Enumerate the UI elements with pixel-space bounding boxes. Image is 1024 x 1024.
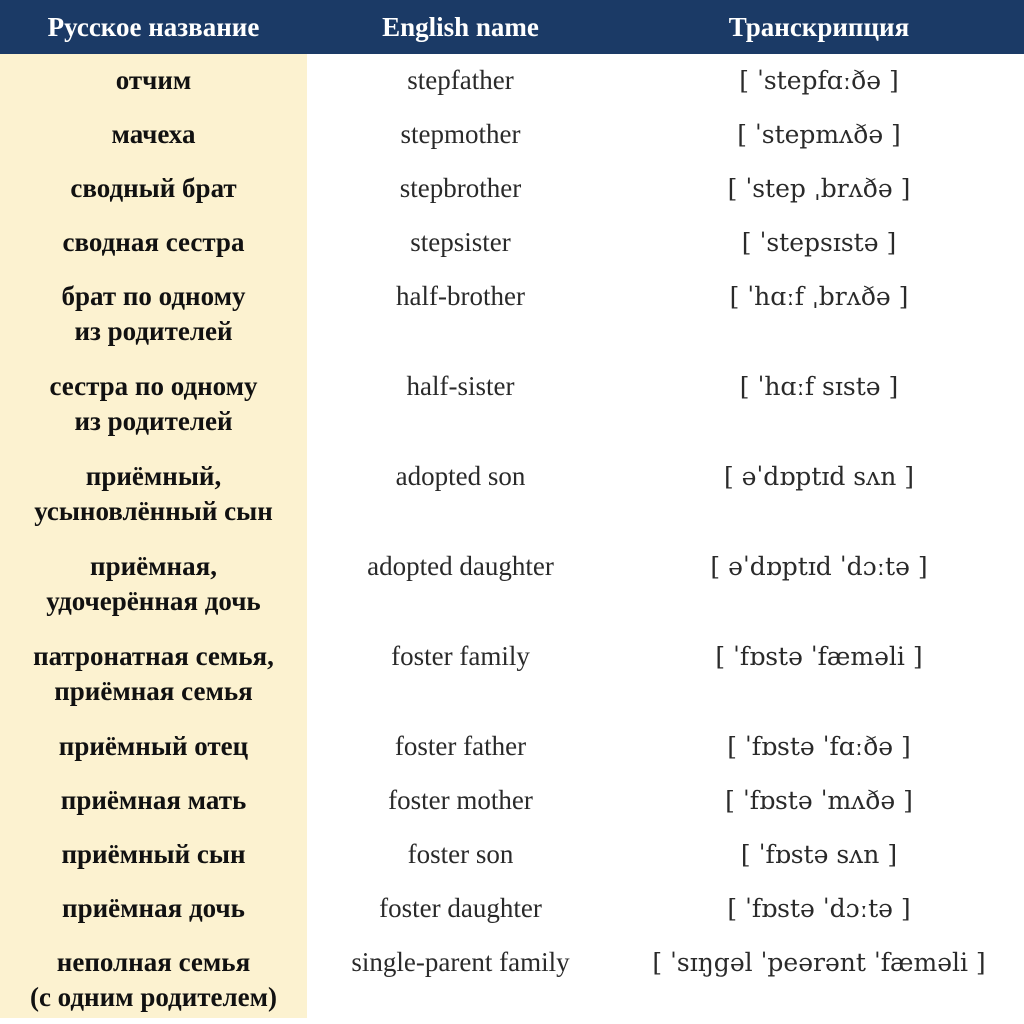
row-14-transcription: [ ˈsɪŋgəl ˈpeərənt ˈfæməli ] xyxy=(614,936,1024,1018)
row-6-transcription: [ ˈhɑːf sɪstə ] xyxy=(614,360,1024,450)
header-english-name: English name xyxy=(307,0,614,54)
row-11-russian: приёмная мать xyxy=(0,774,307,828)
row-4-english: stepsister xyxy=(307,216,614,270)
row-12-transcription: [ ˈfɒstə sʌn ] xyxy=(614,828,1024,882)
row-13-transcription: [ ˈfɒstə ˈdɔːtə ] xyxy=(614,882,1024,936)
row-1-english: stepfather xyxy=(307,54,614,108)
row-7-english: adopted son xyxy=(307,450,614,540)
row-11-english: foster mother xyxy=(307,774,614,828)
row-2-transcription: [ ˈstepmʌðə ] xyxy=(614,108,1024,162)
row-4-transcription: [ ˈstepsɪstə ] xyxy=(614,216,1024,270)
row-1-transcription: [ ˈstepfɑːðə ] xyxy=(614,54,1024,108)
row-6-english: half-sister xyxy=(307,360,614,450)
row-3-transcription: [ ˈstep ˌbrʌðə ] xyxy=(614,162,1024,216)
row-8-transcription: [ əˈdɒptɪd ˈdɔːtə ] xyxy=(614,540,1024,630)
row-12-english: foster son xyxy=(307,828,614,882)
row-5-english: half-brother xyxy=(307,270,614,360)
row-10-english: foster father xyxy=(307,720,614,774)
row-9-russian: патронатная семья, приёмная семья xyxy=(0,630,307,720)
row-1-russian: отчим xyxy=(0,54,307,108)
header-russian-name: Русское название xyxy=(0,0,307,54)
row-3-english: stepbrother xyxy=(307,162,614,216)
row-4-russian: сводная сестра xyxy=(0,216,307,270)
row-5-transcription: [ ˈhɑːf ˌbrʌðə ] xyxy=(614,270,1024,360)
row-9-transcription: [ ˈfɒstə ˈfæməli ] xyxy=(614,630,1024,720)
row-7-russian: приёмный, усыновлённый сын xyxy=(0,450,307,540)
row-10-russian: приёмный отец xyxy=(0,720,307,774)
row-11-transcription: [ ˈfɒstə ˈmʌðə ] xyxy=(614,774,1024,828)
row-10-transcription: [ ˈfɒstə ˈfɑːðə ] xyxy=(614,720,1024,774)
row-14-russian: неполная семья (с одним родителем) xyxy=(0,936,307,1018)
header-transcription: Транскрипция xyxy=(614,0,1024,54)
row-9-english: foster family xyxy=(307,630,614,720)
row-13-english: foster daughter xyxy=(307,882,614,936)
row-14-english: single-parent family xyxy=(307,936,614,1018)
row-3-russian: сводный брат xyxy=(0,162,307,216)
row-6-russian: сестра по одному из родителей xyxy=(0,360,307,450)
row-7-transcription: [ əˈdɒptɪd sʌn ] xyxy=(614,450,1024,540)
row-8-english: adopted daughter xyxy=(307,540,614,630)
row-2-russian: мачеха xyxy=(0,108,307,162)
row-12-russian: приёмный сын xyxy=(0,828,307,882)
row-5-russian: брат по одному из родителей xyxy=(0,270,307,360)
row-8-russian: приёмная, удочерённая дочь xyxy=(0,540,307,630)
row-13-russian: приёмная дочь xyxy=(0,882,307,936)
row-2-english: stepmother xyxy=(307,108,614,162)
